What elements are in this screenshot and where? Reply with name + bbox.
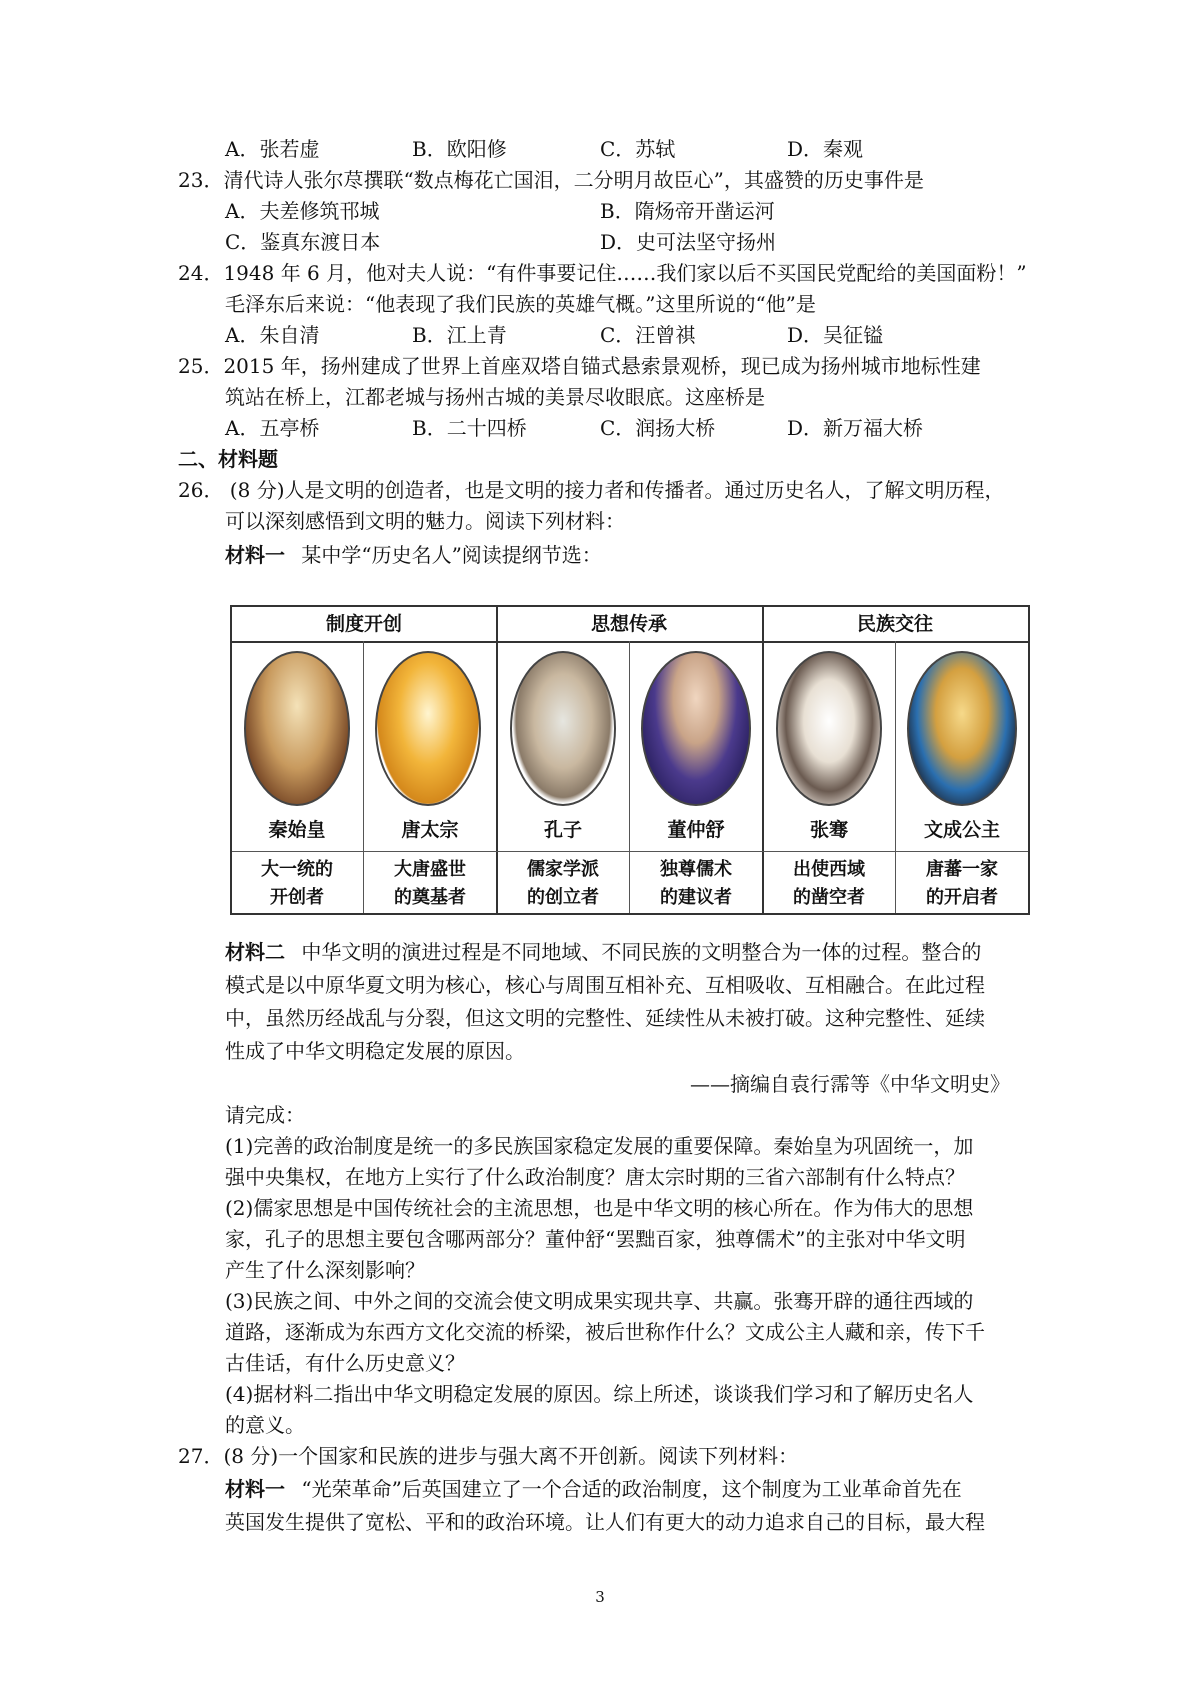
material1-text: 某中学“历史名人”阅读提纲节选： bbox=[301, 543, 602, 567]
q26-intro-line2: 可以深刻感悟到文明的魅力。阅读下列材料： bbox=[225, 509, 625, 533]
person-description bbox=[897, 856, 1027, 912]
section-heading: 二、材料题 bbox=[178, 447, 278, 471]
material2-text: 中华文明的演进过程是不同地域、不同民族的文明整合为一体的过程。整合的 bbox=[301, 940, 982, 964]
q24-option-d: D．吴征镒 bbox=[787, 323, 884, 347]
q25-stem-line1: 25．2015 年，扬州建成了世界上首座双塔自锚式悬索景观桥，现已成为扬州城市地标性建 bbox=[178, 354, 981, 378]
question-line: 强中央集权，在地方上实行了什么政治制度？唐太宗时期的三省六部制有什么特点？ bbox=[225, 1165, 965, 1189]
q24-option-b: B．江上青 bbox=[412, 323, 507, 347]
person-name: 文成公主 bbox=[923, 819, 1000, 841]
person-name: 唐太宗 bbox=[401, 819, 459, 841]
person-description-line: 的凿空者 bbox=[793, 887, 865, 908]
page-number: 3 bbox=[595, 1588, 605, 1606]
person-description-line: 的创立者 bbox=[527, 887, 599, 908]
question-line: 的意义。 bbox=[225, 1413, 305, 1437]
material2-line: 模式是以中原华夏文明为核心，核心与周围互相补充、互相吸收、互相融合。在此过程 bbox=[225, 973, 985, 997]
person-description-line: 的开启者 bbox=[926, 887, 998, 908]
q23-option-d: D．史可法坚守扬州 bbox=[600, 230, 777, 254]
person-description-line: 出使西域 bbox=[793, 859, 865, 880]
person-description bbox=[764, 856, 894, 912]
q24-option-c: C．汪曾祺 bbox=[600, 323, 696, 347]
question-line: 产生了什么深刻影响？ bbox=[225, 1258, 425, 1282]
table-header-institution: 制度开创 bbox=[232, 607, 496, 643]
material2-line: 中，虽然历经战乱与分裂，但这文明的完整性、延续性从未被打破。这种完整性、延续 bbox=[225, 1006, 985, 1030]
q22-option-b: B．欧阳修 bbox=[412, 137, 507, 161]
q27-material1-label: 材料一 bbox=[225, 1477, 285, 1501]
material2-line: 性成了中华文明稳定发展的原因。 bbox=[225, 1039, 525, 1063]
q26-intro-line1: 26． (8 分)人是文明的创造者，也是文明的接力者和传播者。通过历史名人，了解文明历程， bbox=[178, 478, 1005, 502]
q27-material1-line bbox=[225, 1474, 962, 1504]
person-description bbox=[631, 856, 761, 912]
person-description-line: 的建议者 bbox=[660, 887, 732, 908]
tang-taizong-portrait-icon bbox=[375, 651, 481, 806]
q26-material1 bbox=[225, 540, 602, 570]
question-line: 道路，逐渐成为东西方文化交流的桥梁，被后世称作什么？文成公主人藏和亲，传下千 bbox=[225, 1320, 985, 1344]
table-divider bbox=[629, 641, 630, 913]
q25-option-b: B．二十四桥 bbox=[412, 416, 527, 440]
table-divider bbox=[232, 851, 1028, 852]
person-description bbox=[232, 856, 362, 912]
table-header-thought: 思想传承 bbox=[496, 607, 762, 643]
q22-option-c: C．苏轼 bbox=[600, 137, 676, 161]
q27-intro: 27．(8 分)一个国家和民族的进步与强大离不开创新。阅读下列材料： bbox=[178, 1444, 799, 1468]
person-description-line: 开创者 bbox=[270, 887, 324, 908]
q23-stem: 23．清代诗人张尔荩撰联“数点梅花亡国泪，二分明月故臣心”，其盛赞的历史事件是 bbox=[178, 168, 924, 192]
table-divider bbox=[363, 641, 364, 913]
q24-stem-line2: 毛泽东后来说：“他表现了我们民族的英雄气概。”这里所说的“他”是 bbox=[225, 292, 816, 316]
q22-option-d: D．秦观 bbox=[787, 137, 864, 161]
q23-option-b: B．隋炀帝开凿运河 bbox=[600, 199, 775, 223]
question-line: (3)民族之间、中外之间的交流会使文明成果实现共享、共赢。张骞开辟的通往西域的 bbox=[225, 1289, 974, 1313]
q25-option-d: D．新万福大桥 bbox=[787, 416, 924, 440]
person-description-line: 的奠基者 bbox=[394, 887, 466, 908]
confucius-portrait-icon bbox=[510, 651, 616, 806]
q25-option-c: C．润扬大桥 bbox=[600, 416, 716, 440]
table-header-ethnic: 民族交往 bbox=[762, 607, 1028, 643]
q24-stem-line1: 24．1948 年 6 月，他对夫人说：“有件事要记住……我们家以后不买国民党配给的美国面粉！” bbox=[178, 261, 1027, 285]
dong-zhongshu-portrait-icon bbox=[641, 651, 751, 806]
material2-source: ——摘编自袁行霈等《中华文明史》 bbox=[690, 1072, 1010, 1096]
table-divider bbox=[895, 641, 896, 913]
q23-option-c: C．鉴真东渡日本 bbox=[225, 230, 381, 254]
person-name: 董仲舒 bbox=[667, 819, 725, 841]
person-description-line: 唐蕃一家 bbox=[926, 859, 998, 880]
material2-label: 材料二 bbox=[225, 940, 285, 964]
person-description-line: 儒家学派 bbox=[527, 859, 599, 880]
q24-option-a: A．朱自清 bbox=[225, 323, 320, 347]
person-name: 孔子 bbox=[543, 819, 582, 841]
historical-figures-table bbox=[230, 605, 1030, 915]
person-description-line: 大唐盛世 bbox=[394, 859, 466, 880]
person-description bbox=[498, 856, 628, 912]
person-name: 张骞 bbox=[809, 819, 848, 841]
zhang-qian-portrait-icon bbox=[776, 651, 882, 806]
person-description-line: 大一统的 bbox=[261, 859, 333, 880]
q27-material1-line: 英国发生提供了宽松、平和的政治环境。让人们有更大的动力追求自己的目标，最大程 bbox=[225, 1510, 985, 1534]
question-line: (4)据材料二指出中华文明稳定发展的原因。综上所述，谈谈我们学习和了解历史名人 bbox=[225, 1382, 974, 1406]
material1-label: 材料一 bbox=[225, 543, 285, 567]
person-name: 秦始皇 bbox=[268, 819, 326, 841]
person-description-line: 独尊儒术 bbox=[660, 859, 732, 880]
princess-wencheng-portrait-icon bbox=[907, 651, 1017, 806]
question-line: 古佳话，有什么历史意义？ bbox=[225, 1351, 465, 1375]
question-line: (1)完善的政治制度是统一的多民族国家稳定发展的重要保障。秦始皇为巩固统一，加 bbox=[225, 1134, 974, 1158]
q27-material1-text: “光荣革命”后英国建立了一个合适的政治制度，这个制度为工业革命首先在 bbox=[301, 1477, 962, 1501]
question-line: (2)儒家思想是中国传统社会的主流思想，也是中华文明的核心所在。作为伟大的思想 bbox=[225, 1196, 974, 1220]
person-description bbox=[365, 856, 495, 912]
q23-option-a: A．夫差修筑邗城 bbox=[225, 199, 380, 223]
material2-line bbox=[225, 937, 981, 967]
q22-option-a: A．张若虚 bbox=[225, 137, 320, 161]
question-line: 家，孔子的思想主要包含哪两部分？董仲舒“罢黜百家，独尊儒术”的主张对中华文明 bbox=[225, 1227, 966, 1251]
prompt: 请完成： bbox=[225, 1103, 305, 1127]
q25-option-a: A．五亭桥 bbox=[225, 416, 320, 440]
qin-shihuang-portrait-icon bbox=[244, 651, 350, 806]
q25-stem-line2: 筑站在桥上，江都老城与扬州古城的美景尽收眼底。这座桥是 bbox=[225, 385, 765, 409]
